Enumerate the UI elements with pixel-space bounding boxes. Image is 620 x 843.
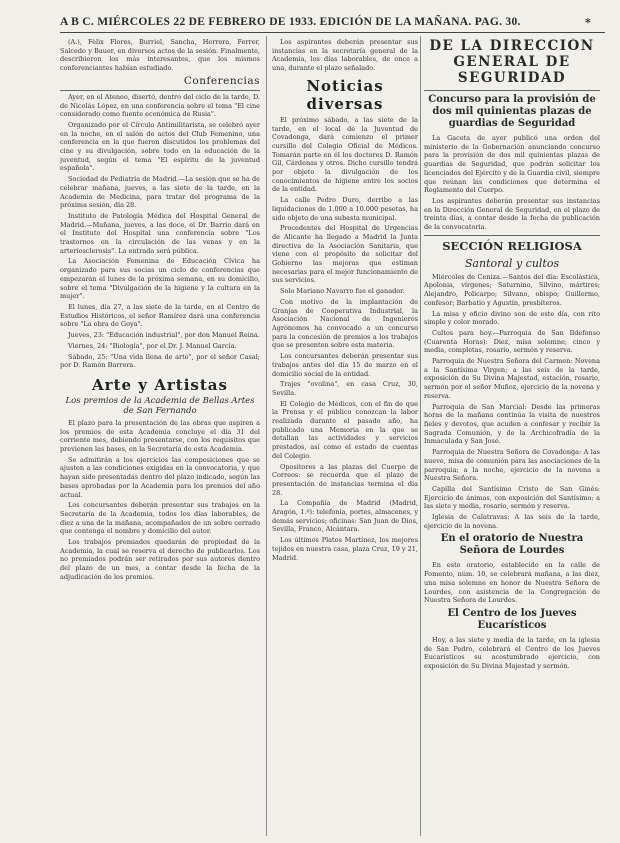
article-paragraph: Sociedad de Pediatría de Madrid.—La sesión que se ha de celebrar mañana, jueves, a las siete de la tarde, en la Academia de Medicina, para tratar del programa de la próxima sesión, día 28.: [60, 175, 260, 210]
article-paragraph: Los concursantes deberán presentar sus trabajos antes del día 15 de marzo en el domicilio social de la entidad.: [272, 352, 418, 378]
article-paragraph: La misa y oficio divino son de este día, con rito simple y color morado.: [424, 309, 600, 327]
article-paragraph: Trajes "ovolina", en casa Cruz, 30, Sevilla.: [272, 380, 418, 397]
article-paragraph: La calle Pedro Duro, derribo a las liquidaciones de 1.000 a 10.000 pesetas, ha sido objeto de una subasta municipal.: [272, 196, 418, 222]
article-paragraph: El próximo sábado, a las siete de la tarde, en el local de la Juventud de Covadonga, dará comienzo el primer cursillo del Colegio Oficial de Médicos. Tomarán parte en él los doctores D. Ramón Gil, Cárdenas y otros. Dicho cursillo tendrá por objeto la divulgación de los conocimientos de higiene entre los socios de la entidad.: [272, 115, 418, 194]
article-paragraph: Jueves, 23: "Educación industrial", por don Manuel Reina.: [68, 331, 260, 340]
header-mark: *: [585, 16, 591, 29]
headline-arte-y-artistas: Arte y Artistas: [92, 375, 228, 394]
column-right: [424, 38, 600, 838]
section-title-conferencias: Conferencias: [183, 74, 260, 87]
article-paragraph: Sábado, 25: "Una vida llena de arte", por el señor Casal; por D. Ramón Barrera.: [60, 352, 260, 370]
subsection-santoral: Santoral y cultos: [464, 256, 560, 270]
article-paragraph: La Gaceta de ayer publicó una orden del ministerio de la Gobernación anunciando concurso para la provisión de dos mil quinientas plazas de guardias de Seguridad, que podrán solicitar los licenciados del Ejército y de la Guardia civil, siempre que reúnan las condiciones que determina el Reglamento del Cuerpo.: [424, 134, 600, 195]
article-paragraph: En este oratorio, establecido en la calle de Fomento, núm. 10, se celebrará mañana, a las diez, una misa solemne en honor de Nuestra Señora de Lourdes, con asistencia de la Congregación de Nuestra Señora de Lourdes.: [424, 561, 600, 605]
article-paragraph: Procedentes del Hospital de Urgencias de Alicante ha llegado a Madrid la Junta directiva de la Asociación Sanitaria, que viene con el propósito de solicitar del Gobierno las mejoras que estiman necesarias para el mejor funcionamiento de sus servicios.: [272, 224, 418, 285]
article-paragraph: Organizado por el Círculo Antimilitarista, se celebró ayer en la noche, en el salón de actos del Club Femenino, una conferencia en la que fueron discutidos los problemas del cine y su divulgación, sobre todo en la educación de la juventud, según el tema "El espíritu de la juventud española".: [60, 120, 260, 173]
article-paragraph: Opositores a las plazas del Cuerpo de Correos: se recuerda que el plazo de presentación de instancias termina el día 28.: [272, 462, 418, 497]
page-header: A B C. MIÉRCOLES 22 DE FEBRERO DE 1933. EDICIÓN DE LA MAÑANA. PAG. 30.: [60, 16, 521, 28]
article-paragraph: Hoy, a las siete y media de la tarde, en la iglesia de San Pedro, celebrará el Centro de los Jueves Eucarísticos su acostumbrado ejercicio, con exposición de Su Divina Majestad y sermón.: [424, 635, 600, 671]
article-paragraph: Viernes, 24: "Biología", por el Dr. J. Manuel García.: [68, 341, 237, 350]
article-paragraph: Instituto de Patología Médica del Hospital General de Madrid.—Mañana, jueves, a las doce, el Dr. Barrio dará en el Instituto del Hospital una conferencia sobre "Los trastornos en la circulación de las venas y en la arteriosclerosis". La entrada será pública.: [60, 211, 260, 255]
headline-noticias-diversas: Noticias diversas: [306, 76, 384, 113]
article-paragraph: Los aspirantes deberán presentar sus instancias en la secretaría general de la Academia, los días laborables, de once a una, durante el plazo señalado.: [272, 38, 418, 73]
section-rule: [424, 90, 600, 91]
article-paragraph: La Compañía de Madrid (Madrid, Aragón, 1.º): telefonía, portes, almacenes, y demás servicios; oficinas: San Juan de Dios, Sevilla, Franco, Alcántara.: [272, 499, 418, 534]
column-middle: [272, 38, 418, 838]
article-paragraph: El plazo para la presentación de las obras que aspiren a los premios de esta Academia concluye el día 31 del corriente mes, debiendo presentarse, con los requisitos que previenen las bases, en la Secretaría de esta Academia.: [60, 418, 260, 454]
article-paragraph: Ayer, en el Ateneo, disertó, dentro del ciclo de la tarde, D. de Nicolás López, en una conferencia sobre el tema "El cine considerado como fuente económica de Rusia".: [60, 92, 260, 119]
article-paragraph: Parroquia de Nuestra Señora del Carmen: Novena a la Santísima Virgen; a las seis de la tarde, exposición de Su Divina Majestad, estación, rosario, sermón por el señor Muñoz, ejercicio de la novena y reserva.: [424, 357, 600, 400]
article-paragraph: Capilla del Santísimo Cristo de San Ginés: Ejercicio de ánimas, con exposición del Santísimo; a las siete y media, rosario, sermón y reserva.: [424, 484, 600, 511]
column-left: [60, 38, 260, 838]
section-rule: [424, 235, 600, 236]
column-divider: [420, 36, 421, 836]
article-paragraph: Se admitirán a los ejercicios las composiciones que se ajusten a las condiciones exigidas en la convocatoria, y que hayan sido presentadas dentro del plazo indicado, según las bases aprobadas por la Academia para los premios del año actual.: [60, 455, 260, 499]
article-paragraph: Solo Mariano Navarro fue el ganador.: [280, 287, 405, 296]
section-rule: [60, 90, 260, 91]
headline-jueves-eucaristicos: El Centro de los Jueves Eucarísticos: [447, 607, 577, 631]
article-paragraph: Los últimos Platos Martínez, los mejores tejidos en nuestra casa, plaza Cruz, 19 y 21, Madrid.: [272, 536, 418, 562]
article-paragraph: El Colegio de Médicos, con el fin de que la Prensa y el público conozcan la labor realizada durante el pasado año, ha publicado una Memoria en la que se detallan las actividades y servicios prestados, así como el estado de cuentas del Colegio.: [272, 399, 418, 460]
article-paragraph: Los concursantes deberán presentar sus trabajos en la Secretaría de la Academia, todos los días laborables, de diez a una de la mañana, acompañados de un sobre cerrado que contenga el nombre y domicilio del autor.: [60, 501, 260, 536]
article-paragraph: Los trabajos premiados quedarán de propiedad de la Academia, la cual se reserva el derecho de publicarlos. Los no premiados podrán ser retirados por sus autores dentro del plazo de un mes, a contar desde la fecha de la adjudicación de los premios.: [60, 538, 260, 581]
article-paragraph: Cultos para hoy.—Parroquia de San Ildefonso (Cuarenta Horas): Diez, misa solemne; cinco y media, completas, rosario, sermón y reserva.: [424, 328, 600, 355]
banner-direccion-seguridad: DE LA DIRECCIÓN GENERAL DE SEGURIDAD: [429, 38, 595, 86]
header-rule: [60, 32, 605, 33]
headline-oratorio-lourdes: En el oratorio de Nuestra Señora de Lourdes: [440, 533, 584, 557]
column-divider: [266, 36, 267, 836]
section-religiosa: SECCIÓN RELIGIOSA: [442, 238, 582, 253]
article-paragraph: Parroquia de Nuestra Señora de Covadonga: A las nueve, misa de comunión para las asociaciones de la parroquia; a la noche, ejercicio de la novena a Nuestra Señora.: [424, 448, 600, 483]
headline-concurso-guardias: Concurso para la provisión de dos mil quinientas plazas de guardias de Seguridad: [428, 94, 596, 129]
article-paragraph: Los aspirantes deberán presentar sus instancias en la Dirección General de Seguridad, en el plazo de treinta días, a contar desde la fecha de publicación de la convocatoria.: [424, 196, 600, 232]
article-paragraph: Iglesia de Calatravas: A las seis de la tarde, ejercicio de la novena.: [424, 513, 600, 530]
article-paragraph: Con motivo de la implantación de Granjas de Cooperativa Industrial, la Asociación Nacional de Ingenieros Agrónomos ha convocado a un concurso para la concesión de premios a los trabajos que se presenten sobre esta materia.: [272, 297, 418, 350]
article-paragraph: Parroquia de San Marcial: Desde las primeras horas de la mañana continúa la visita de nuestros fieles y devotos, que acuden a confesar y recibir la Sagrada Comunión, y de la Archicofradía de la Inmaculada y San José.: [424, 402, 600, 446]
subheadline-premios-academia: Los premios de la Academia de Bellas Artes de San Fernando: [65, 395, 255, 416]
article-paragraph: Miércoles de Ceniza.—Santos del día: Escolástica, Apolonia, vírgenes; Saturnino, Silvino, mártires; Alejandro, Policarpo; Silvano, obispo; Guillermo, confesor; Barbatio y Agustín, presbíteros.: [424, 272, 600, 307]
article-paragraph: El lunes, día 27, a las siete de la tarde, en el Centro de Estudios Históricos, el señor Ramírez dará una conferencia sobre "La obra de Goya".: [60, 302, 260, 329]
article-paragraph: (A.), Fèlix Flores, Burriel, Sancha, Herrera, Ferrer, Salcedo y Bauer, en diversos actos de la sesión. Finalmente, describieron los más interesantes, que los mismos conferenciantes habían estudiado.: [60, 38, 260, 73]
article-paragraph: La Asociación Femenina de Educación Cívica ha organizado para sus socias un ciclo de conferencias que empezarán el lunes de la próxima semana, en su domicilio, sobre el tema "Divulgación de la higiene y la cultura en la mujer".: [60, 257, 260, 301]
